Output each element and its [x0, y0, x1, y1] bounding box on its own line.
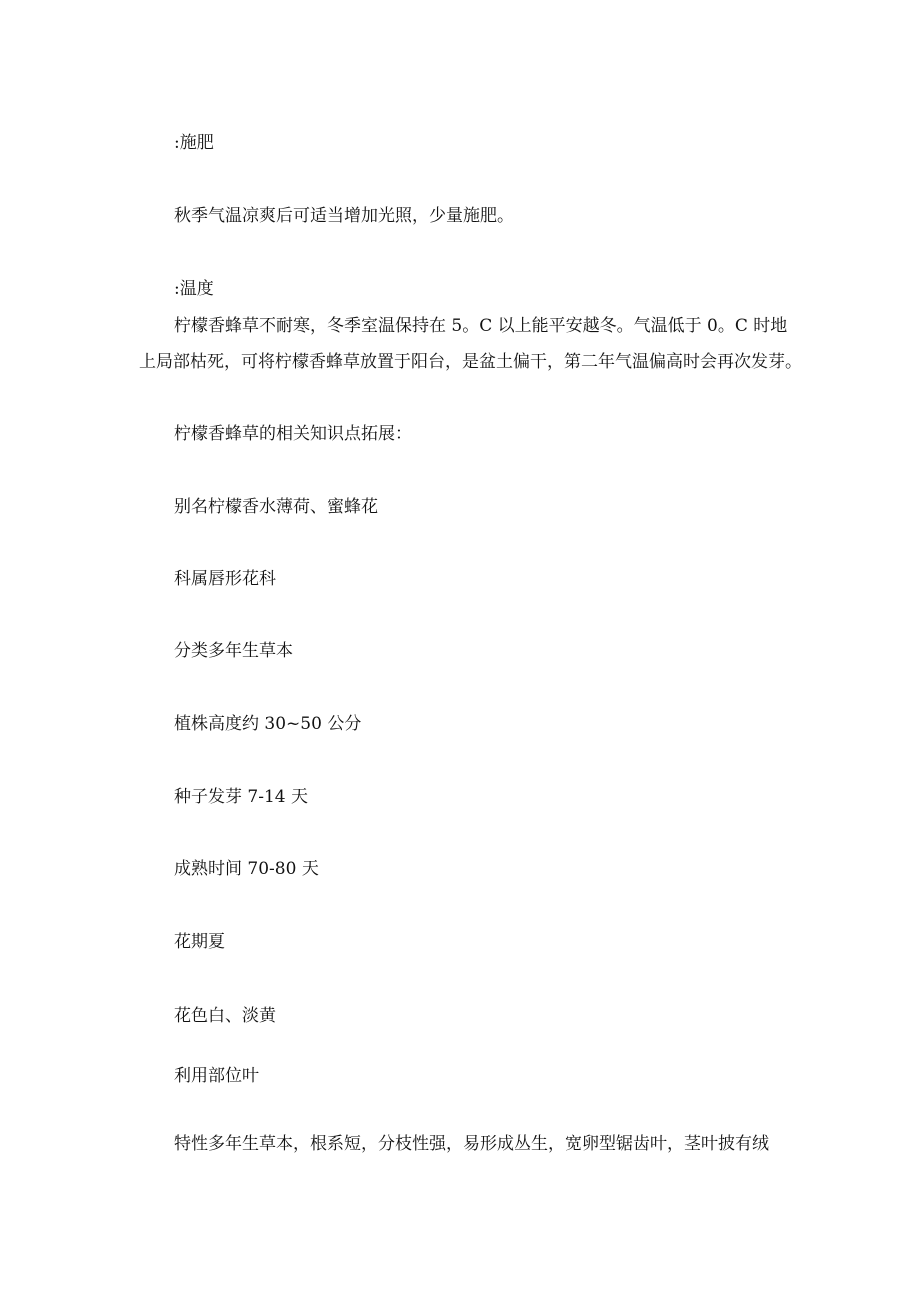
fact-flowering: 花期夏: [174, 932, 225, 952]
fact-maturity: 成熟时间 70-80 天: [174, 859, 319, 879]
heading-fertilizing: :施肥: [174, 133, 214, 153]
paragraph-fertilizing: 秋季气温凉爽后可适当增加光照，少量施肥。: [174, 206, 514, 226]
fact-used-part: 利用部位叶: [174, 1066, 259, 1086]
fact-alias: 别名柠檬香水薄荷、蜜蜂花: [174, 497, 378, 517]
fact-germination: 种子发芽 7-14 天: [174, 787, 308, 807]
fact-height: 植株高度约 30~50 公分: [174, 714, 362, 734]
paragraph-temperature-line-1: 柠檬香蜂草不耐寒，冬季室温保持在 5。C 以上能平安越冬。气温低于 0。C 时地: [174, 316, 788, 336]
fact-flower-color: 花色白、淡黄: [174, 1006, 276, 1026]
heading-temperature: :温度: [174, 279, 214, 299]
section-title-knowledge: 柠檬香蜂草的相关知识点拓展：: [174, 424, 412, 444]
fact-category: 分类多年生草本: [174, 641, 293, 661]
fact-characteristics: 特性多年生草本，根系短，分枝性强，易形成丛生，宽卵型锯齿叶，茎叶披有绒: [174, 1134, 769, 1154]
fact-family: 科属唇形花科: [174, 569, 276, 589]
paragraph-temperature-line-2: 上局部枯死，可将柠檬香蜂草放置于阳台，是盆土偏干，第二年气温偏高时会再次发芽。: [139, 352, 802, 372]
